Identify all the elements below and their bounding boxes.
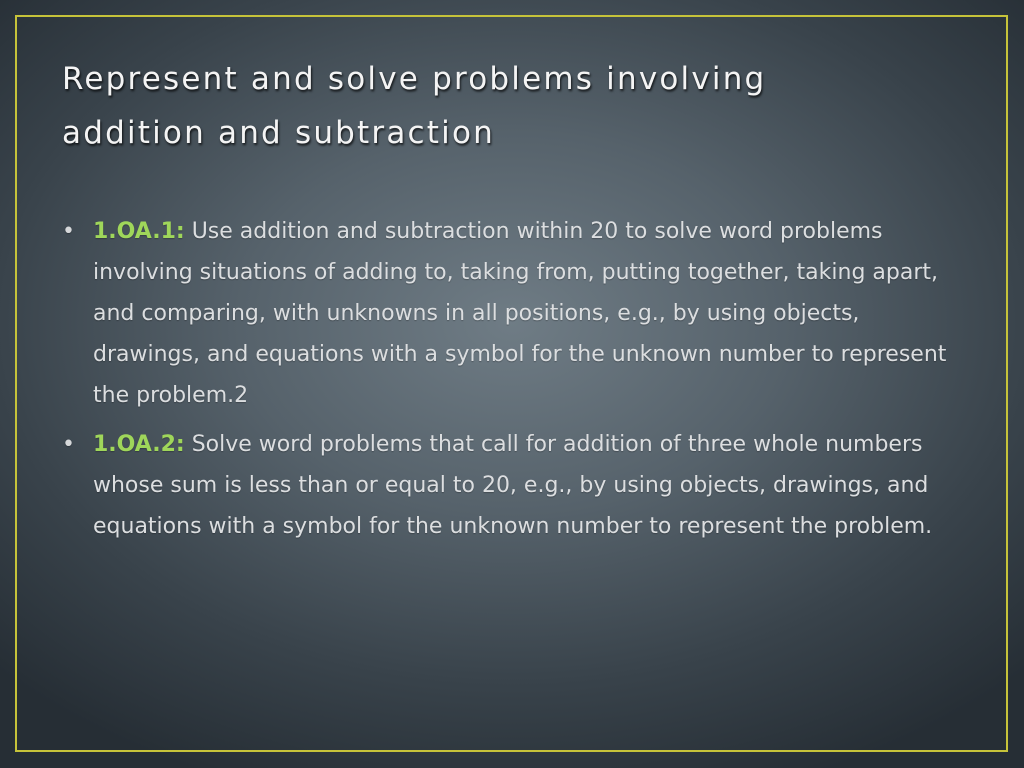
bullet-dot-icon: •	[62, 219, 75, 244]
bullet-dot-icon: •	[62, 432, 75, 457]
slide-title-line-2: addition and subtraction	[62, 115, 495, 151]
standard-code: 1.OA.1:	[93, 219, 185, 244]
standard-text: Use addition and subtraction within 20 to solve word problems involving situations of adding to, taking from, putting together, taking apart, and comparing, with unknowns in all positions, e.g., by using objects, drawings, and equations with a symbol for the unknown number to represent the problem.2	[93, 219, 947, 408]
bullet-item-1oa2	[62, 424, 967, 547]
standard-text: Solve word problems that call for addition of three whole numbers whose sum is less than or equal to 20, e.g., by using objects, drawings, and equations with a symbol for the unknown number to represent the problem.	[93, 432, 933, 539]
slide-title-line-1: Represent and solve problems involving	[62, 61, 767, 97]
standard-code: 1.OA.2:	[93, 432, 185, 457]
bullet-list	[62, 211, 967, 555]
slide-title	[62, 52, 942, 160]
bullet-item-1oa1	[62, 211, 967, 416]
